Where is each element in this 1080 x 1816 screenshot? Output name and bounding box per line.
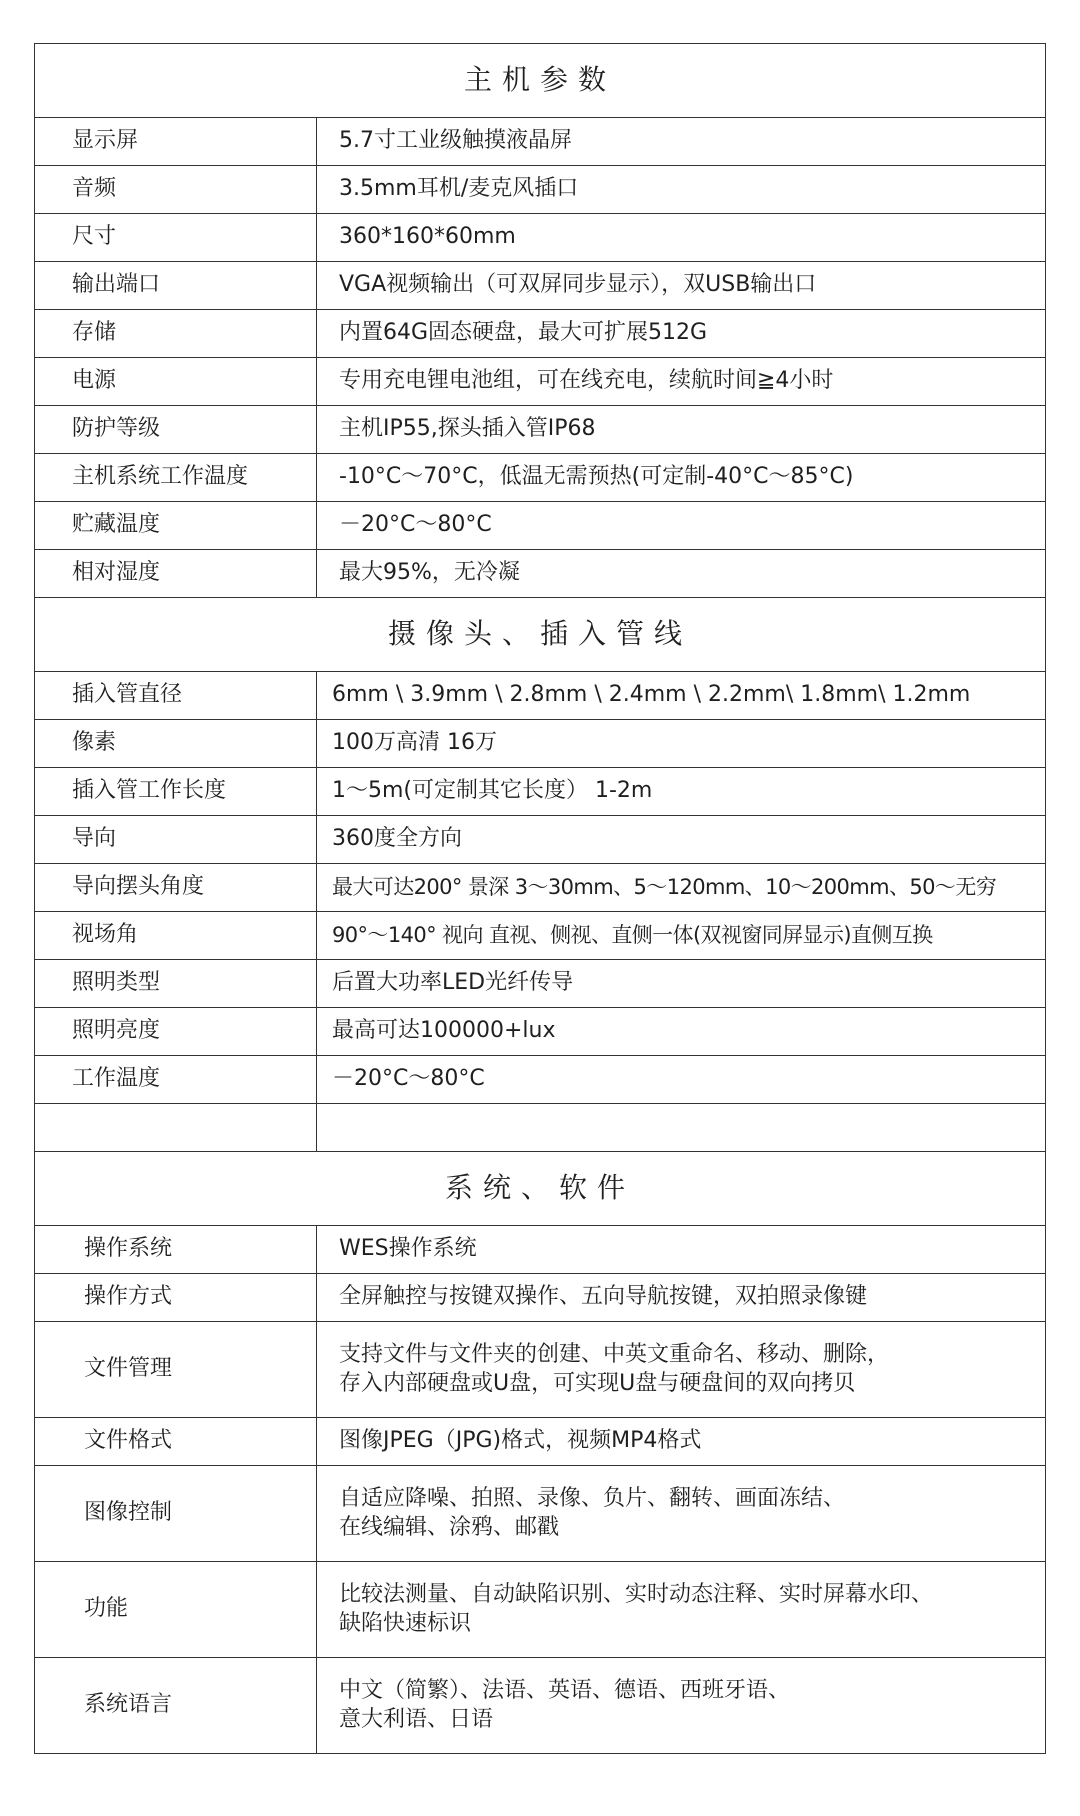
row-value: 自适应降噪、拍照、录像、负片、翻转、画面冻结、 在线编辑、涂鸦、邮戳 bbox=[317, 1466, 1046, 1562]
row-label: 文件管理 bbox=[35, 1322, 317, 1418]
table-row bbox=[35, 1274, 1046, 1322]
row-label: 输出端口 bbox=[35, 262, 317, 310]
table-row bbox=[35, 1418, 1046, 1466]
table-row bbox=[35, 310, 1046, 358]
row-value: 360度全方向 bbox=[317, 816, 1046, 864]
table-row bbox=[35, 214, 1046, 262]
row-label: 文件格式 bbox=[35, 1418, 317, 1466]
row-value: 90°～140° 视向 直视、侧视、直侧一体(双视窗同屏显示)直侧互换 bbox=[317, 912, 1046, 960]
table-row bbox=[35, 912, 1046, 960]
table-row bbox=[35, 1056, 1046, 1104]
row-label: 操作系统 bbox=[35, 1226, 317, 1274]
table-row bbox=[35, 864, 1046, 912]
row-label: 视场角 bbox=[35, 912, 317, 960]
table-row bbox=[35, 118, 1046, 166]
row-value: 最大可达200° 景深 3～30mm、5～120mm、10～200mm、50～无穷 bbox=[317, 864, 1046, 912]
table-row bbox=[35, 816, 1046, 864]
row-label: 贮藏温度 bbox=[35, 502, 317, 550]
table-row bbox=[35, 720, 1046, 768]
table-row bbox=[35, 1008, 1046, 1056]
row-value: 比较法测量、自动缺陷识别、实时动态注释、实时屏幕水印、 缺陷快速标识 bbox=[317, 1562, 1046, 1658]
row-label: 主机系统工作温度 bbox=[35, 454, 317, 502]
row-label: 电源 bbox=[35, 358, 317, 406]
section-header-row bbox=[35, 1152, 1046, 1226]
row-label: 系统语言 bbox=[35, 1658, 317, 1754]
row-label: 照明亮度 bbox=[35, 1008, 317, 1056]
table-row bbox=[35, 1322, 1046, 1418]
row-label: 插入管直径 bbox=[35, 672, 317, 720]
row-value: 最大95%，无冷凝 bbox=[317, 550, 1046, 598]
row-label: 显示屏 bbox=[35, 118, 317, 166]
row-label: 音频 bbox=[35, 166, 317, 214]
table-row bbox=[35, 1466, 1046, 1562]
row-label: 功能 bbox=[35, 1562, 317, 1658]
table-row bbox=[35, 406, 1046, 454]
row-value: 主机IP55,探头插入管IP68 bbox=[317, 406, 1046, 454]
row-value: 360*160*60mm bbox=[317, 214, 1046, 262]
section-header-row bbox=[35, 598, 1046, 672]
table-row bbox=[35, 960, 1046, 1008]
row-label: 照明类型 bbox=[35, 960, 317, 1008]
section-title-host: 主机参数 bbox=[35, 44, 1046, 118]
row-value: 全屏触控与按键双操作、五向导航按键，双拍照录像键 bbox=[317, 1274, 1046, 1322]
row-value: VGA视频输出（可双屏同步显示），双USB输出口 bbox=[317, 262, 1046, 310]
row-value: 最高可达100000+lux bbox=[317, 1008, 1046, 1056]
row-label: 像素 bbox=[35, 720, 317, 768]
table-row bbox=[35, 502, 1046, 550]
row-value: 3.5mm耳机/麦克风插口 bbox=[317, 166, 1046, 214]
row-value: WES操作系统 bbox=[317, 1226, 1046, 1274]
table-row bbox=[35, 672, 1046, 720]
table-row bbox=[35, 166, 1046, 214]
row-value: －20°C～80°C bbox=[317, 1056, 1046, 1104]
row-value: 5.7寸工业级触摸液晶屏 bbox=[317, 118, 1046, 166]
row-value: 支持文件与文件夹的创建、中英文重命名、移动、删除， 存入内部硬盘或U盘，可实现U盘与硬盘间的双向拷贝 bbox=[317, 1322, 1046, 1418]
table-row-empty bbox=[35, 1104, 1046, 1152]
table-row bbox=[35, 1658, 1046, 1754]
row-label: 导向 bbox=[35, 816, 317, 864]
row-value: 内置64G固态硬盘，最大可扩展512G bbox=[317, 310, 1046, 358]
row-value: 6mm \ 3.9mm \ 2.8mm \ 2.4mm \ 2.2mm\ 1.8mm\ 1.2mm bbox=[317, 672, 1046, 720]
table-row bbox=[35, 768, 1046, 816]
row-value: -10°C～70°C，低温无需预热(可定制-40°C～85°C) bbox=[317, 454, 1046, 502]
row-label: 导向摆头角度 bbox=[35, 864, 317, 912]
section-title-software: 系统、软件 bbox=[35, 1152, 1046, 1226]
row-value: 后置大功率LED光纤传导 bbox=[317, 960, 1046, 1008]
table-row bbox=[35, 454, 1046, 502]
row-label: 插入管工作长度 bbox=[35, 768, 317, 816]
row-label: 相对湿度 bbox=[35, 550, 317, 598]
section-title-camera: 摄像头、插入管线 bbox=[35, 598, 1046, 672]
table-row bbox=[35, 1562, 1046, 1658]
table-row bbox=[35, 358, 1046, 406]
row-label: 工作温度 bbox=[35, 1056, 317, 1104]
row-label: 图像控制 bbox=[35, 1466, 317, 1562]
row-label bbox=[35, 1104, 317, 1152]
row-value: 1～5m(可定制其它长度） 1-2m bbox=[317, 768, 1046, 816]
spec-table bbox=[34, 43, 1046, 1754]
row-value: －20°C～80°C bbox=[317, 502, 1046, 550]
row-value: 100万高清 16万 bbox=[317, 720, 1046, 768]
table-row bbox=[35, 550, 1046, 598]
table-row bbox=[35, 1226, 1046, 1274]
row-label: 存储 bbox=[35, 310, 317, 358]
row-value bbox=[317, 1104, 1046, 1152]
row-value: 专用充电锂电池组，可在线充电，续航时间≧4小时 bbox=[317, 358, 1046, 406]
table-row bbox=[35, 262, 1046, 310]
row-value: 图像JPEG（JPG)格式，视频MP4格式 bbox=[317, 1418, 1046, 1466]
row-value: 中文（简繁）、法语、英语、德语、西班牙语、 意大利语、日语 bbox=[317, 1658, 1046, 1754]
row-label: 操作方式 bbox=[35, 1274, 317, 1322]
section-header-row bbox=[35, 44, 1046, 118]
row-label: 防护等级 bbox=[35, 406, 317, 454]
row-label: 尺寸 bbox=[35, 214, 317, 262]
